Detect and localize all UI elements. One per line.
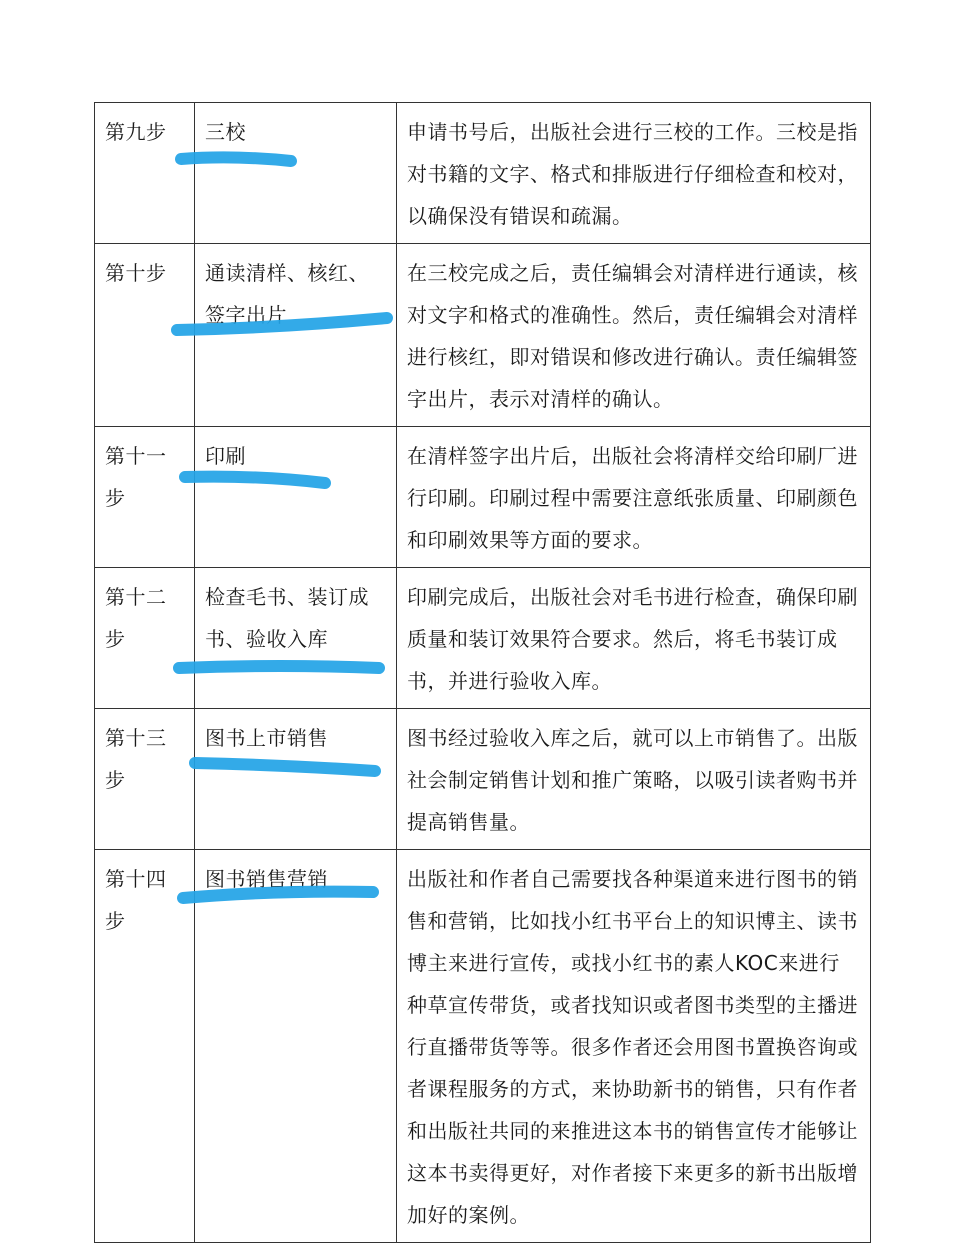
table-row — [95, 427, 871, 568]
step-name: 三校 — [205, 120, 246, 144]
step-label: 第十步 — [95, 244, 195, 427]
highlight-stroke — [171, 652, 391, 682]
step-description: 出版社和作者自己需要找各种渠道来进行图书的销售和营销，比如找小红书平台上的知识博主、读书博主来进行宣传，或找小红书的素人KOC来进行种草宣传带货，或者找知识或者图书类型的主播进行直播带货等等。很多作者还会用图书置换咨询或者课程服务的方式，来协助新书的销售，只有作者和出版社共同的来推进这本书的销售宣传才能够让这本书卖得更好，对作者接下来更多的新书出版增加好的案例。 — [397, 850, 871, 1243]
step-name-cell — [195, 568, 397, 709]
step-label: 第九步 — [95, 103, 195, 244]
step-name-cell — [195, 103, 397, 244]
step-description: 在三校完成之后，责任编辑会对清样进行通读，核对文字和格式的准确性。然后，责任编辑会对清样进行核红，即对错误和修改进行确认。责任编辑签字出片，表示对清样的确认。 — [397, 244, 871, 427]
step-description: 申请书号后，出版社会进行三校的工作。三校是指对书籍的文字、格式和排版进行仔细检查和校对，以确保没有错误和疏漏。 — [397, 103, 871, 244]
publishing-steps-table — [94, 102, 871, 1243]
step-name: 图书销售营销 — [205, 867, 328, 891]
step-description: 在清样签字出片后，出版社会将清样交给印刷厂进行印刷。印刷过程中需要注意纸张质量、印刷颜色和印刷效果等方面的要求。 — [397, 427, 871, 568]
step-name-cell — [195, 427, 397, 568]
step-label: 第十二步 — [95, 568, 195, 709]
step-description: 印刷完成后，出版社会对毛书进行检查，确保印刷质量和装订效果符合要求。然后，将毛书装订成书，并进行验收入库。 — [397, 568, 871, 709]
step-description: 图书经过验收入库之后，就可以上市销售了。出版社会制定销售计划和推广策略，以吸引读者购书并提高销售量。 — [397, 709, 871, 850]
table-row — [95, 103, 871, 244]
step-name: 检查毛书、装订成书、验收入库 — [205, 585, 369, 651]
step-label: 第十四步 — [95, 850, 195, 1243]
table-row — [95, 709, 871, 850]
table-row — [95, 568, 871, 709]
table-row — [95, 850, 871, 1243]
step-name: 图书上市销售 — [205, 726, 328, 750]
step-label: 第十三步 — [95, 709, 195, 850]
highlight-stroke — [177, 465, 337, 495]
step-name-cell — [195, 850, 397, 1243]
step-name: 印刷 — [205, 444, 246, 468]
highlight-stroke — [187, 751, 387, 783]
step-name: 通读清样、核红、签字出片 — [205, 261, 369, 327]
step-label: 第十一步 — [95, 427, 195, 568]
step-name-cell — [195, 709, 397, 850]
step-name-cell — [195, 244, 397, 427]
table-row — [95, 244, 871, 427]
